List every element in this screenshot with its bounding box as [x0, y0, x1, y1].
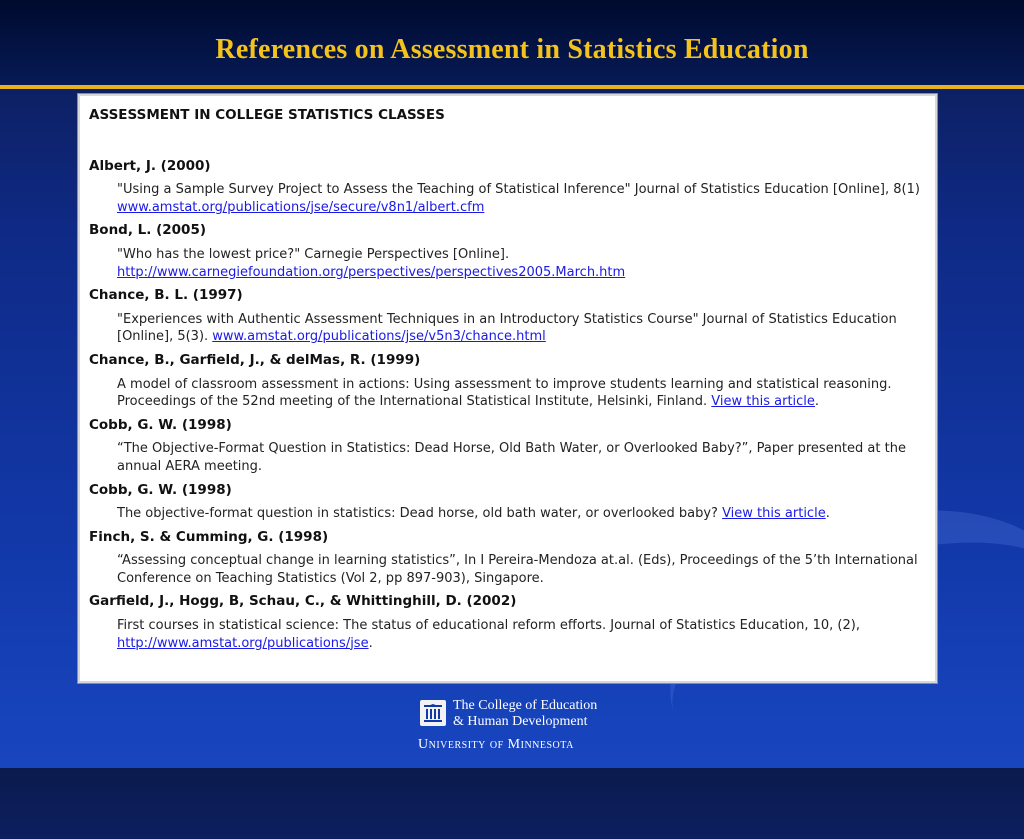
college-name-line2: & Human Development: [453, 714, 588, 729]
citation-punctuation: .: [814, 394, 820, 410]
citation-link[interactable]: View this article: [722, 506, 826, 522]
citation-text: “Assessing conceptual change in learning statistics”, In I Pereira-Mendoza at.al. (Eds), Proceedings of the 5’th International Conference on Teaching Statistics (Vol 2, pp 897-903), Singapore.: [117, 553, 918, 586]
reference-citation: [117, 246, 929, 281]
reference-author: Garfield, J., Hogg, B, Schau, C., & Whittinghill, D. (2002): [89, 593, 517, 610]
reference-citation: [117, 311, 929, 346]
column-building-icon: [423, 703, 443, 723]
reference-document: [77, 93, 938, 684]
section-heading: ASSESSMENT IN COLLEGE STATISTICS CLASSES: [89, 107, 445, 123]
reference-author: Bond, L. (2005): [89, 222, 207, 239]
college-name-line1: The College of Education: [453, 698, 598, 713]
college-logo: [420, 700, 446, 726]
reference-citation: [117, 181, 929, 216]
citation-link[interactable]: http://www.carnegiefoundation.org/perspectives/perspectives2005.March.htm: [117, 264, 626, 280]
reference-list: [89, 107, 929, 658]
citation-punctuation: .: [368, 635, 373, 651]
slide-title: References on Assessment in Statistics Education: [215, 34, 809, 65]
citation-text: First courses in statistical science: The status of educational reform efforts. Journal of Statistics Education, 10, (2),: [117, 618, 860, 634]
citation-punctuation: .: [825, 506, 830, 522]
reference-author: Chance, B., Garfield, J., & delMas, R. (1999): [89, 351, 421, 368]
citation-text: "Who has the lowest price?" Carnegie Perspectives [Online].: [117, 246, 510, 262]
reference-citation: [117, 552, 929, 587]
reference-author: Cobb, G. W. (1998): [89, 416, 232, 433]
citation-text: "Using a Sample Survey Project to Assess the Teaching of Statistical Inference" Journal of Statistics Education [Online], 8(1): [117, 182, 920, 198]
references-container: [89, 158, 929, 653]
citation-link[interactable]: http://www.amstat.org/publications/jse: [117, 635, 369, 651]
reference-citation: [117, 376, 929, 411]
reference-author: Chance, B. L. (1997): [89, 287, 243, 304]
reference-author: Cobb, G. W. (1998): [89, 481, 232, 498]
university-name: University of Minnesota: [418, 737, 574, 752]
citation-link[interactable]: View this article: [711, 394, 815, 410]
title-divider: [0, 85, 1024, 89]
citation-text: A model of classroom assessment in actions: Using assessment to improve students learning and statistical reasoning. Proceedings of the 52nd meeting of the International Statistical Institute, Helsinki, Finland.: [117, 376, 892, 410]
citation-text: “The Objective-Format Question in Statistics: Dead Horse, Old Bath Water, or Overlooked Baby?”, Paper presented at the annual AERA meeting.: [117, 441, 906, 474]
citation-link[interactable]: www.amstat.org/publications/jse/secure/v8n1/albert.cfm: [117, 199, 485, 215]
college-name: [453, 698, 597, 730]
reference-citation: [117, 440, 929, 475]
reference-citation: [117, 505, 929, 523]
citation-text: The objective-format question in statistics: Dead horse, old bath water, or overlooked baby?: [117, 506, 723, 522]
citation-text: "Experiences with Authentic Assessment Techniques in an Introductory Statistics Course" Journal of Statistics Education [Online], 5(3).: [117, 311, 897, 345]
citation-link[interactable]: www.amstat.org/publications/jse/v5n3/chance.html: [212, 329, 546, 345]
reference-citation: [117, 617, 929, 652]
reference-author: Albert, J. (2000): [89, 157, 211, 174]
reference-author: Finch, S. & Cumming, G. (1998): [89, 528, 329, 545]
